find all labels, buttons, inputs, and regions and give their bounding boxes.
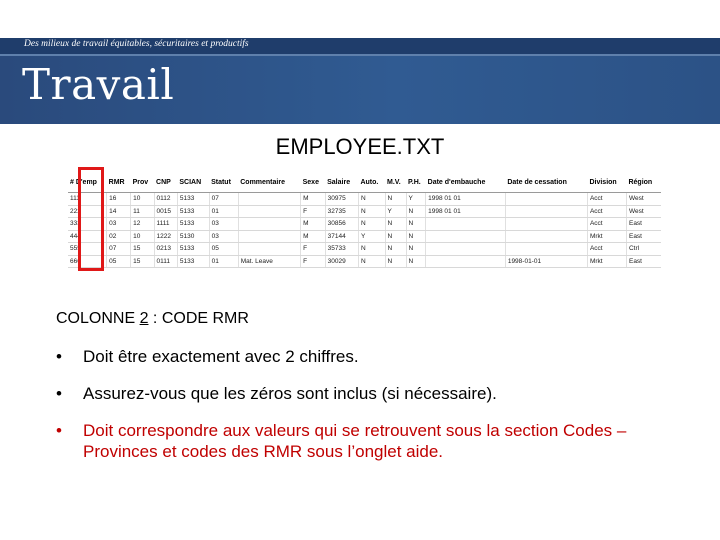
table-row xyxy=(68,218,661,231)
column-heading-number: 2 xyxy=(139,310,149,327)
table-cell: N xyxy=(406,255,426,268)
col-header: Statut xyxy=(209,172,238,193)
table-cell: N xyxy=(358,193,385,206)
bullet-item-emphasis xyxy=(56,420,676,462)
col-header: SCIAN xyxy=(177,172,209,193)
table-cell: East xyxy=(626,255,661,268)
bullet-symbol: • xyxy=(56,421,62,440)
table-cell: 5130 xyxy=(177,230,209,243)
table-cell: M xyxy=(301,218,326,231)
table-cell: Acct xyxy=(587,205,626,218)
table-row xyxy=(68,243,661,256)
brand-logo-text: Travail xyxy=(22,60,175,109)
table-cell xyxy=(238,218,300,231)
bullet-list xyxy=(56,346,676,478)
table-cell: 5133 xyxy=(177,193,209,206)
table-cell: 16 xyxy=(107,193,131,206)
table-cell: 1998 01 01 xyxy=(426,193,506,206)
table-cell xyxy=(505,218,587,231)
table-row xyxy=(68,230,661,243)
table-cell xyxy=(426,230,506,243)
table-cell: East xyxy=(626,218,661,231)
table-cell xyxy=(426,243,506,256)
table-cell: 0015 xyxy=(154,205,177,218)
col-header: # D'emp xyxy=(68,172,107,193)
table-cell: N xyxy=(358,205,385,218)
table-cell: Ctrl xyxy=(626,243,661,256)
column-heading xyxy=(56,310,249,328)
bullet-text: Doit correspondre aux valeurs qui se retrouvent sous la section Codes – Provinces et codes des RMR sous l’onglet aide. xyxy=(83,421,627,461)
table-cell xyxy=(505,230,587,243)
table-row xyxy=(68,255,661,268)
table-cell: N xyxy=(358,218,385,231)
table-cell: M xyxy=(301,230,326,243)
table-cell: N xyxy=(385,218,406,231)
col-header: Région xyxy=(626,172,661,193)
table-cell: 222 xyxy=(68,205,107,218)
table-cell xyxy=(238,193,300,206)
table-cell: 30029 xyxy=(325,255,358,268)
col-header: CNP xyxy=(154,172,177,193)
column-heading-suffix: : CODE RMR xyxy=(148,310,249,327)
table-cell xyxy=(238,205,300,218)
table-cell: 0213 xyxy=(154,243,177,256)
table-cell: 10 xyxy=(131,230,154,243)
table-cell: 03 xyxy=(209,230,238,243)
table-cell: N xyxy=(358,255,385,268)
table-cell: Acct xyxy=(587,218,626,231)
table-cell: 1998 01 01 xyxy=(426,205,506,218)
header-tagline: Des milieux de travail équitables, sécuritaires et productifs xyxy=(24,39,249,49)
table-cell: 03 xyxy=(209,218,238,231)
table-body xyxy=(68,193,661,268)
table-cell: Acct xyxy=(587,193,626,206)
table-cell: M xyxy=(301,193,326,206)
table-row xyxy=(68,193,661,206)
table-cell: 01 xyxy=(209,255,238,268)
table-cell: 0111 xyxy=(154,255,177,268)
bullet-symbol: • xyxy=(56,347,62,366)
table-cell: N xyxy=(406,205,426,218)
col-header: Salaire xyxy=(325,172,358,193)
table-cell: 10 xyxy=(131,193,154,206)
bullet-text: Doit être exactement avec 2 chiffres. xyxy=(83,347,359,366)
table-cell: East xyxy=(626,230,661,243)
col-header: Date d'embauche xyxy=(426,172,506,193)
table-cell: 5133 xyxy=(177,243,209,256)
table-cell: Y xyxy=(406,193,426,206)
table-cell: Acct xyxy=(587,243,626,256)
table-cell xyxy=(505,205,587,218)
rmr-column-highlight-box xyxy=(78,167,104,271)
col-header: Commentaire xyxy=(238,172,300,193)
table-cell: 11 xyxy=(131,205,154,218)
table-cell: N xyxy=(385,255,406,268)
table-cell: Y xyxy=(385,205,406,218)
table-cell: Mat. Leave xyxy=(238,255,300,268)
table-cell: F xyxy=(301,205,326,218)
table-cell: 5133 xyxy=(177,205,209,218)
table-cell xyxy=(426,255,506,268)
bullet-text: Assurez-vous que les zéros sont inclus (si nécessaire). xyxy=(83,384,497,403)
table-cell: 15 xyxy=(131,255,154,268)
table-cell: 0112 xyxy=(154,193,177,206)
col-header: Auto. xyxy=(358,172,385,193)
table-cell: 32735 xyxy=(325,205,358,218)
slide-title: EMPLOYEE.TXT xyxy=(275,134,445,159)
employee-table-image xyxy=(68,172,661,268)
employee-table xyxy=(68,172,661,268)
bullet-item xyxy=(56,383,676,404)
table-cell xyxy=(238,230,300,243)
table-cell: 01 xyxy=(209,205,238,218)
table-cell: 02 xyxy=(107,230,131,243)
table-cell: 30975 xyxy=(325,193,358,206)
table-cell: 1111 xyxy=(154,218,177,231)
table-cell: 15 xyxy=(131,243,154,256)
table-header-row xyxy=(68,172,661,193)
table-cell: 12 xyxy=(131,218,154,231)
table-cell: 1222 xyxy=(154,230,177,243)
table-cell: 35733 xyxy=(325,243,358,256)
bullet-symbol: • xyxy=(56,384,62,403)
col-header: P.H. xyxy=(406,172,426,193)
table-cell: 333 xyxy=(68,218,107,231)
table-cell: F xyxy=(301,243,326,256)
table-cell: 555 xyxy=(68,243,107,256)
table-cell: 05 xyxy=(107,255,131,268)
table-cell: 5133 xyxy=(177,255,209,268)
table-cell: 30856 xyxy=(325,218,358,231)
table-cell: Mrkt xyxy=(587,230,626,243)
table-cell: Y xyxy=(358,230,385,243)
table-cell: 07 xyxy=(107,243,131,256)
table-cell: F xyxy=(301,255,326,268)
table-cell: N xyxy=(385,230,406,243)
table-cell: N xyxy=(385,243,406,256)
table-cell: Mrkt xyxy=(587,255,626,268)
table-cell: 05 xyxy=(209,243,238,256)
col-header: Prov xyxy=(131,172,154,193)
table-cell xyxy=(505,243,587,256)
table-cell: 14 xyxy=(107,205,131,218)
table-row xyxy=(68,205,661,218)
table-cell xyxy=(426,218,506,231)
col-header: Date de cessation xyxy=(505,172,587,193)
bullet-item xyxy=(56,346,676,367)
col-header: Sexe xyxy=(301,172,326,193)
column-heading-prefix: COLONNE xyxy=(56,310,140,327)
table-cell xyxy=(505,193,587,206)
table-cell xyxy=(238,243,300,256)
table-cell: 111 xyxy=(68,193,107,206)
table-cell: 666 xyxy=(68,255,107,268)
header xyxy=(0,0,720,124)
table-cell: 1998-01-01 xyxy=(505,255,587,268)
table-cell: 37144 xyxy=(325,230,358,243)
table-cell: 03 xyxy=(107,218,131,231)
table-cell: 07 xyxy=(209,193,238,206)
table-cell: N xyxy=(406,218,426,231)
col-header: M.V. xyxy=(385,172,406,193)
header-band-rule xyxy=(0,54,720,56)
table-cell: N xyxy=(406,243,426,256)
col-header: Division xyxy=(587,172,626,193)
table-cell: West xyxy=(626,193,661,206)
col-header: RMR xyxy=(107,172,131,193)
table-cell: N xyxy=(406,230,426,243)
table-cell: 444 xyxy=(68,230,107,243)
table-cell: N xyxy=(358,243,385,256)
table-cell: 5133 xyxy=(177,218,209,231)
table-cell: West xyxy=(626,205,661,218)
table-cell: N xyxy=(385,193,406,206)
